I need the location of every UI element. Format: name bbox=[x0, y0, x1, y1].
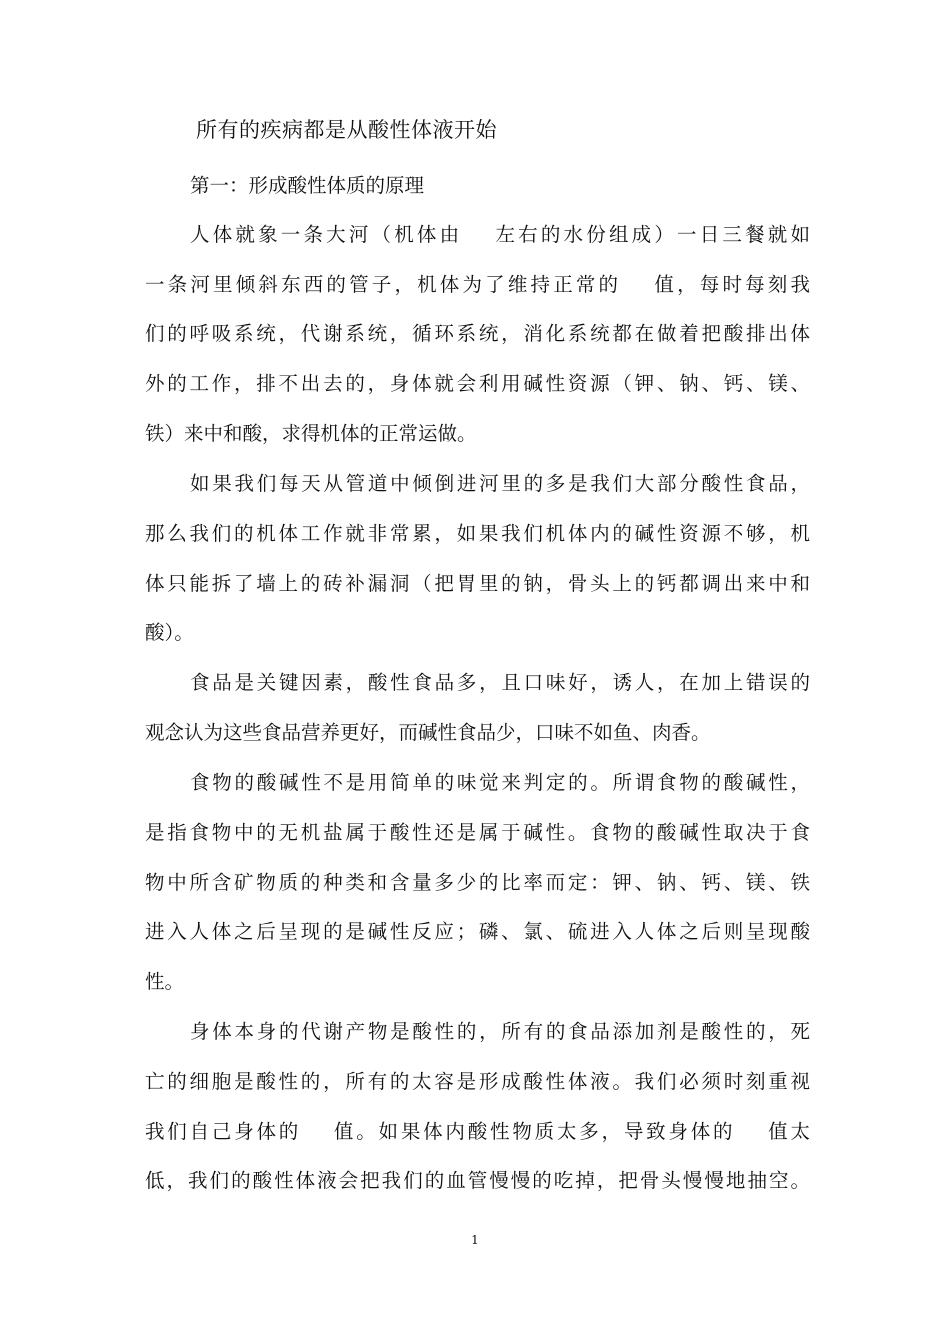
text-segment: 我们自己身体的 bbox=[145, 1120, 302, 1143]
body-line bbox=[190, 219, 810, 251]
text-segment: 左右的水份组成）一日三餐就如 bbox=[492, 223, 810, 246]
body-line: 如果我们每天从管道中倾倒进河里的多是我们大部分酸性食品， bbox=[190, 472, 810, 495]
body-line: 外的工作，排不出去的，身体就会利用碱性资源（钾、钠、钙、镁、 bbox=[145, 372, 810, 395]
body-line: 铁）来中和酸，求得机体的正常运做。 bbox=[145, 422, 477, 445]
body-line: 酸）。 bbox=[145, 621, 194, 644]
body-line: 是指食物中的无机盐属于酸性还是属于碱性。食物的酸碱性取决于食 bbox=[145, 821, 810, 844]
body-line: 食品是关键因素，酸性食品多，且口味好，诱人，在加上错误的 bbox=[190, 671, 810, 694]
text-segment: 值太 bbox=[765, 1120, 810, 1143]
body-line: 体只能拆了墙上的砖补漏洞（把胃里的钠，骨头上的钙都调出来中和 bbox=[145, 572, 810, 595]
text-segment: 人体就象一条大河（机体由 bbox=[190, 223, 463, 246]
body-line: 亡的细胞是酸性的，所有的太容是形成酸性体液。我们必须时刻重视 bbox=[145, 1070, 810, 1093]
body-line: 观念认为这些食品营养更好，而碱性食品少，口味不如鱼、肉香。 bbox=[145, 721, 711, 744]
text-segment: 值。如果体内酸性物质太多，导致身体的 bbox=[331, 1120, 736, 1143]
body-line: 性。 bbox=[145, 970, 185, 993]
body-line: 们的呼吸系统，代谢系统，循环系统，消化系统都在做着把酸排出体 bbox=[145, 322, 810, 345]
text-segment: 值，每时每刻我 bbox=[651, 273, 810, 296]
body-line bbox=[145, 269, 810, 301]
body-line: 食物的酸碱性不是用简单的味觉来判定的。所谓食物的酸碱性， bbox=[190, 771, 810, 794]
body-line bbox=[145, 1116, 810, 1148]
body-line: 低，我们的酸性体液会把我们的血管慢慢的吃掉，把骨头慢慢地抽空。 bbox=[145, 1169, 810, 1192]
body-line: 物中所含矿物质的种类和含量多少的比率而定：钾、钠、钙、镁、铁 bbox=[145, 871, 810, 894]
section-heading: 第一：形成酸性体质的原理 bbox=[190, 174, 425, 197]
body-line: 进入人体之后呈现的是碱性反应；磷、氯、硫进入人体之后则呈现酸 bbox=[145, 920, 810, 943]
body-line: 那么我们的机体工作就非常累，如果我们机体内的碱性资源不够，机 bbox=[145, 522, 810, 545]
text-segment: 一条河里倾斜东西的管子，机体为了维持正常的 bbox=[145, 273, 622, 296]
body-line: 身体本身的代谢产物是酸性的，所有的食品添加剂是酸性的，死 bbox=[190, 1020, 810, 1043]
document-title: 所有的疾病都是从酸性体液开始 bbox=[196, 118, 497, 142]
page-number: 1 bbox=[471, 1233, 479, 1247]
